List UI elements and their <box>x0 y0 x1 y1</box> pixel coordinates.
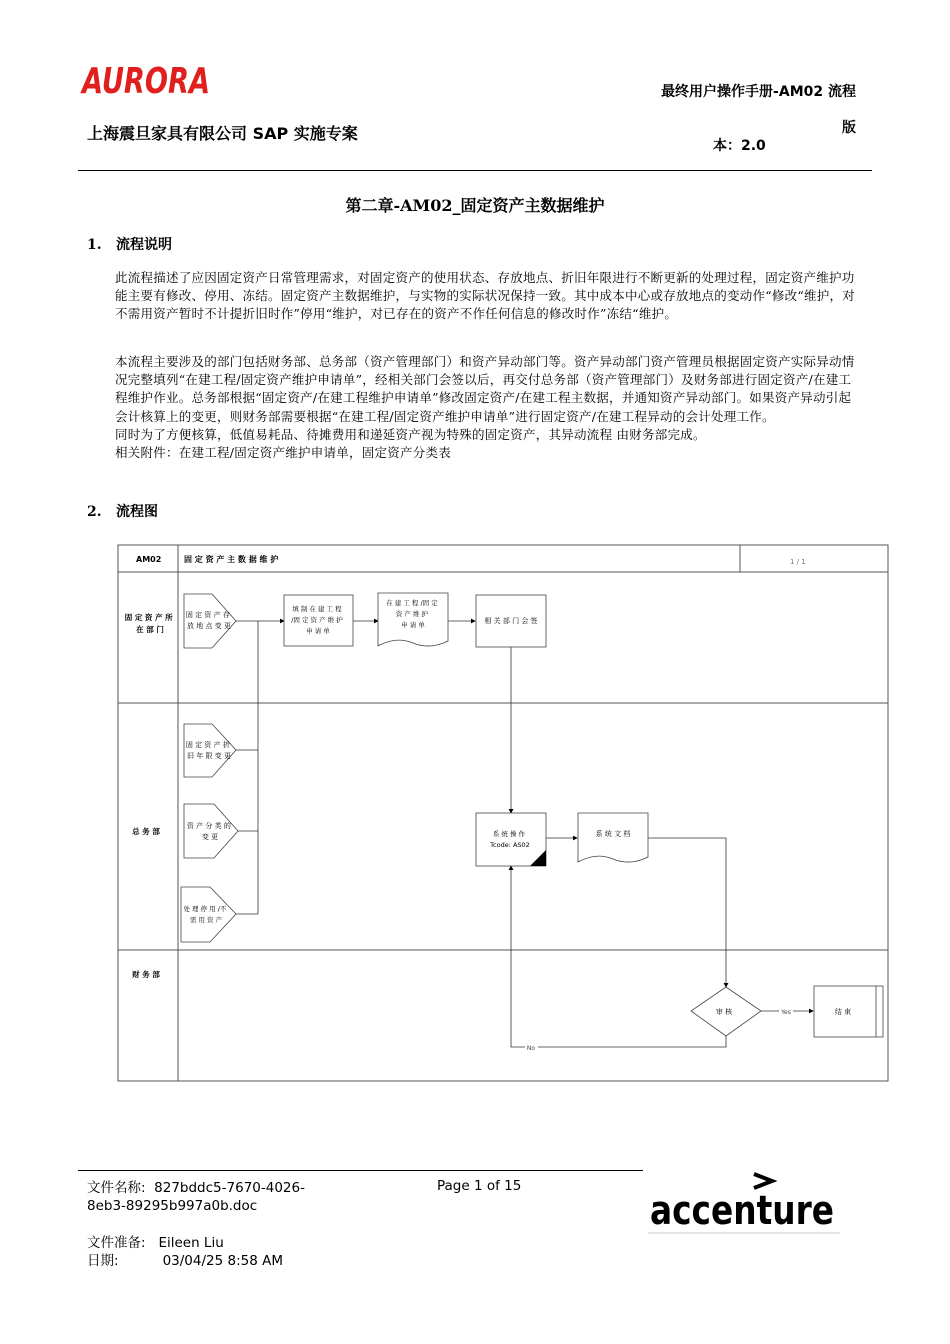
flowchart-title: 固 定 资 产 主 数 据 维 护 <box>184 555 279 564</box>
review-decision: 审 核 <box>715 1008 733 1016</box>
section-1-title: 流程说明 <box>116 237 172 253</box>
manual-title-line3: 本：2.0 <box>713 138 766 154</box>
system-op-box <box>476 813 546 866</box>
start-class-change: 资 产 分 类 的 变 更 <box>186 822 231 841</box>
start-deactivate-shape <box>181 887 236 942</box>
section-1-paragraph-4: 相关附件：在建工程/固定资产维护申请单，固定资产分类表 <box>115 445 451 461</box>
end-terminal: 结 束 <box>834 1008 852 1016</box>
start-location-change-shape <box>184 594 236 648</box>
section-1-paragraph-1: 此流程描述了应因固定资产日常管理需求，对固定资产的使用状态、存放地点、折旧年限进行不断更新的处理过程，固定资产维护功能主要有修改、停用、冻结。固定资产主数据维护，与实物的实际状况保持一致。其中成本中心或存放地点的变动作“修改“维护，对不需用资产暂时不计提折旧时作”停用“维护，对已存在的资产不作任何信息的修改时作”冻结“维护。 <box>115 270 856 322</box>
manual-title-line1: 最终用户操作手册-AM02 流程 <box>661 84 856 100</box>
lane-label-general-affairs: 总 务 部 <box>132 827 160 836</box>
accenture-logo-text: accenture <box>650 1188 834 1234</box>
start-class-change-shape <box>184 804 238 858</box>
file-name-block <box>87 1179 305 1215</box>
section-1-paragraph-3: 同时为了方便核算，低值易耗品、待摊费用和递延资产视为特殊的固定资产，其异动流程 由财务部完成。 <box>115 426 706 442</box>
page-number: Page 1 of 15 <box>437 1178 522 1194</box>
accenture-chevron-icon <box>754 1174 772 1188</box>
prepared-label: 文件准备: <box>87 1235 146 1251</box>
section-2-number: 2. <box>87 504 102 520</box>
file-name-label: 文件名称: <box>87 1180 146 1196</box>
section-2-title: 流程图 <box>116 504 158 520</box>
lane-label-finance: 财 务 部 <box>132 970 160 979</box>
no-label: No <box>526 1045 536 1052</box>
flowchart-page: 1 / 1 <box>790 558 806 566</box>
start-depreciation-change: 固 定 资 产 折 旧 年 限 变 更 <box>185 741 231 760</box>
file-name-value-cont: 8eb3-89295b997a0b.doc <box>87 1198 258 1214</box>
prepared-by <box>87 1234 224 1252</box>
flowchart-code: AM02 <box>136 555 162 564</box>
date-line <box>87 1252 283 1270</box>
system-document: 系 统 文 档 <box>595 830 631 838</box>
aurora-logo-text: AURORA <box>79 61 210 102</box>
fill-form-step: 填 制 在 建 工 程 /固 定 资 产 维 护 申 请 单 <box>291 605 343 635</box>
manual-title-line2: 版 <box>842 120 856 136</box>
start-location-change: 固 定 资 产 存 放 地 点 变 更 <box>185 611 231 630</box>
date-value: 03/04/25 8:58 AM <box>162 1253 283 1269</box>
section-1-paragraph-2: 本流程主要涉及的部门包括财务部、总务部（资产管理部门）和资产异动部门等。资产异动部门资产管理员根据固定资产实际异动情况完整填列“在建工程/固定资产维护申请单”，经相关部门会签以后，再交付总务部（资产管理部门）及财务部进行固定资产/在建工程维护作业。总务部根据“固定资产/在建工程维护申请单”修改固定资产/在建工程主数据，并通知资产异动部门。如果资产异动引起会计核算上的变更，则财务部需要根据“在建工程/固定资产维护申请单”进行固定资产/在建工程异动的会计处理工作。 同时为了方便核算，低值易耗品、待摊费用和递延资产视为特殊的固定资产，其异动流程 由财务部完成。 相关附件：在建工程/固定资产维护申请单，固定资产分类表 <box>115 353 860 462</box>
system-operation-step: 系 统 操 作 Tcode: AS02 <box>490 830 530 849</box>
lane-label-asset-department: 固 定 资 产 所 在 部 门 <box>124 613 173 634</box>
date-label: 日期: <box>87 1253 119 1269</box>
file-name-value: 827bddc5-7670-4026- <box>154 1180 305 1196</box>
form-document: 在 建 工 程 /固 定 资 产 维 护 申 请 单 <box>386 599 438 629</box>
yes-label: Yes <box>781 1009 791 1016</box>
start-deactivate: 处 理 停 用 /不 需 用 资 产 <box>183 905 227 924</box>
company-project-title: 上海震旦家具有限公司 SAP 实施专案 <box>87 124 358 143</box>
section-1-number: 1. <box>87 237 102 253</box>
accenture-logo <box>648 1172 843 1240</box>
footer-divider <box>78 1170 643 1171</box>
start-depreciation-change-shape <box>184 724 236 777</box>
chapter-title: 第二章-AM02_固定资产主数据维护 <box>345 196 605 215</box>
countersign-step: 相 关 部 门 会 签 <box>484 617 538 625</box>
prepared-value: Eileen Liu <box>158 1235 224 1251</box>
